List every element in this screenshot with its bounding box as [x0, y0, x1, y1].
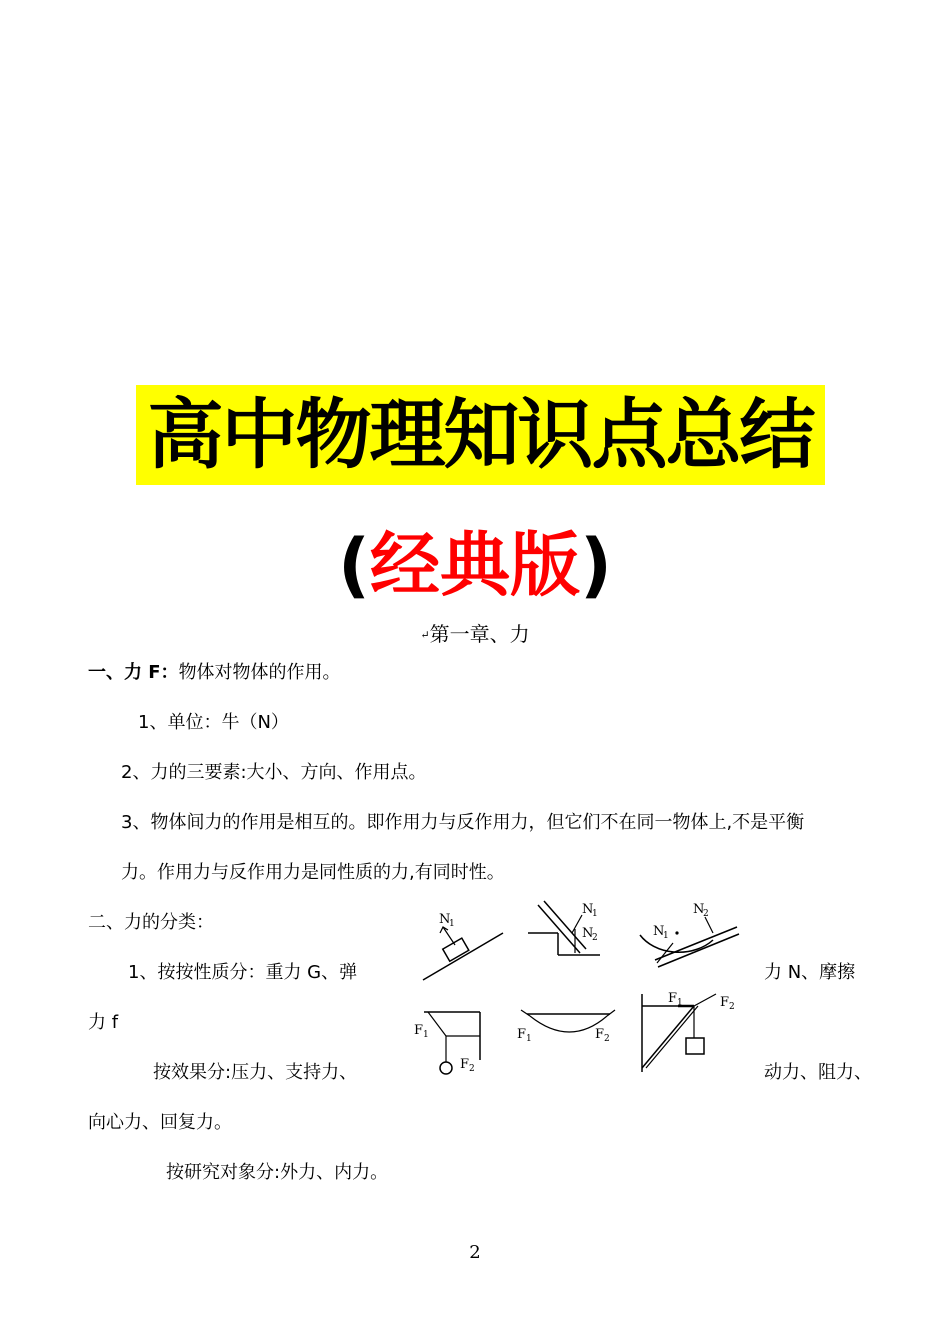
- section-heading-classification: 二、力的分类：: [88, 912, 214, 933]
- fig6-label-f1: F: [668, 991, 678, 1006]
- fig3-label-sub1: 1: [663, 931, 669, 941]
- chapter-title: 第一章、力: [429, 622, 530, 646]
- fig2-label-n1: N: [582, 902, 594, 917]
- fig3-label-n2: N: [693, 902, 705, 917]
- fig1-label-sub: 1: [449, 919, 455, 929]
- paragraph-mark-icon: ↵: [420, 628, 430, 642]
- line-by-nature-c: 力 f: [88, 1012, 119, 1033]
- section-heading-force: 一、力 F：: [88, 662, 179, 683]
- fig5-label-sub1: 1: [526, 1034, 532, 1044]
- figure-hanging-ball: [412, 1000, 497, 1080]
- fig4-label-f1: F: [414, 1023, 424, 1038]
- fig6-label-sub1: 1: [677, 998, 683, 1008]
- line-by-effect-a: 按效果分:压力、支持力、: [153, 1062, 358, 1083]
- fig2-label-sub2: 2: [592, 933, 598, 943]
- fig5-label-sub2: 2: [604, 1034, 610, 1044]
- figure-sagging-chain: [515, 1008, 620, 1053]
- fig6-label-f2: F: [720, 995, 730, 1010]
- line-interaction-cont: 力。作用力与反作用力是同性质的力,有同时性。: [121, 862, 505, 883]
- fig3-label-n1: N: [653, 924, 665, 939]
- chapter-heading: [300, 620, 650, 650]
- line-unit: 1、单位：牛（N）: [138, 712, 289, 733]
- line-three-elements: 2、力的三要素:大小、方向、作用点。: [121, 762, 427, 783]
- line-force-definition: [88, 660, 341, 686]
- subtitle-text: 经典版: [370, 524, 580, 606]
- fig4-label-f2: F: [460, 1057, 470, 1072]
- subtitle: [300, 515, 650, 615]
- fig6-label-sub2: 2: [729, 1002, 735, 1012]
- line-by-object: 按研究对象分:外力、内力。: [166, 1162, 389, 1183]
- figure-rod-in-bracket: [520, 895, 610, 965]
- force-definition-text: 物体对物体的作用。: [178, 662, 341, 683]
- figure-rod-in-bowl: [635, 895, 745, 980]
- figure-block-on-incline: [415, 905, 510, 985]
- fig4-label-sub1: 1: [423, 1030, 429, 1040]
- fig4-label-sub2: 2: [469, 1064, 475, 1074]
- fig2-label-sub1: 1: [592, 909, 598, 919]
- page-title: 高中物理知识点总结: [147, 390, 814, 479]
- fig1-label-n: N: [439, 912, 451, 927]
- line-by-effect-b: 动力、阻力、: [764, 1062, 872, 1083]
- fig2-label-n2: N: [582, 926, 594, 941]
- page-number: 2: [469, 1242, 481, 1263]
- line-by-nature-a: 1、按按性质分：重力 G、弹: [128, 962, 358, 983]
- subtitle-open-paren: (: [338, 524, 370, 606]
- line-by-nature-b: 力 N、摩擦: [764, 962, 856, 983]
- figure-wall-bracket: [632, 988, 742, 1078]
- line-by-effect-c: 向心力、回复力。: [88, 1112, 232, 1133]
- fig5-label-f2: F: [595, 1027, 605, 1042]
- fig5-label-f1: F: [517, 1027, 527, 1042]
- subtitle-close-paren: ): [580, 524, 612, 606]
- line-interaction: 3、物体间力的作用是相互的。即作用力与反作用力，但它们不在同一物体上,不是平衡: [121, 812, 805, 833]
- fig3-label-sub2: 2: [703, 909, 709, 919]
